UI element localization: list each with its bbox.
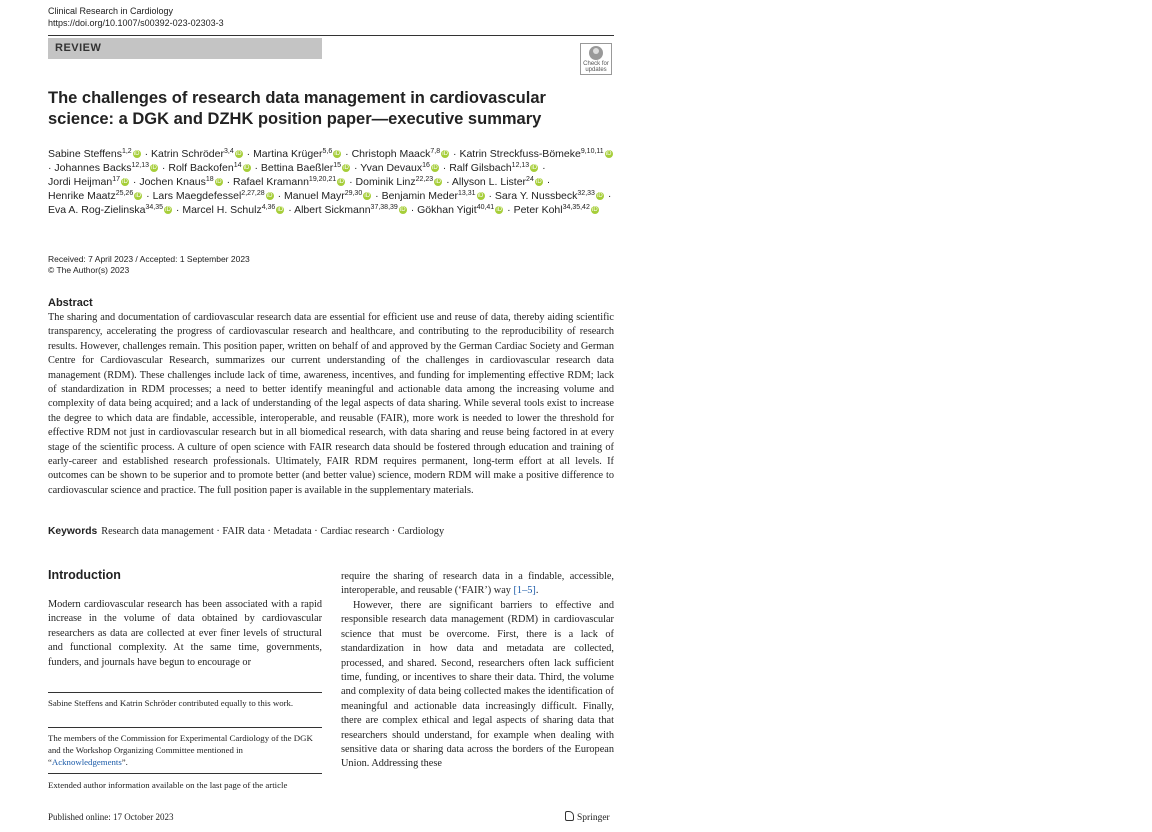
author-affiliation: 34,35 [145,204,163,211]
publisher-logo [565,811,610,823]
author-name: Eva A. Rog‑Zielinska [48,204,146,216]
orcid-icon[interactable]: iD [592,207,598,214]
author-affiliation: 34,35,42 [562,204,590,211]
author-name: Christoph Maack [351,148,431,160]
author[interactable] [182,204,285,216]
author-name: Manuel Mayr [284,190,345,202]
author-name: Sabine Steffens [48,148,122,160]
footnote-members [48,732,322,768]
orcid-icon[interactable]: iD [435,179,441,186]
orcid-icon[interactable]: iD [133,151,140,158]
orcid-icon[interactable]: iD [215,179,222,186]
doi-link[interactable]: https://doi.org/10.1007/s00392-023-02303-3 [48,18,224,28]
author-name: Jordi Heijman [48,176,113,188]
author-affiliation: 17 [112,176,120,183]
author-name: Rafael Kramann [233,176,309,188]
author[interactable] [139,176,223,188]
author-name: Katrin Streckfuss‑Bömeke [459,148,581,160]
published-date: Published online: 17 October 2023 [48,812,174,822]
keywords-text: Research data management · FAIR data · Metadata · Cardiac research · Cardiology [101,526,445,537]
footnote-rule [48,773,322,774]
author[interactable] [48,190,143,202]
author-affiliation: 14 [233,162,242,169]
footnote-rule [48,727,322,728]
author-name: Sara Y. Nussbeck [494,190,578,202]
springer-horse-icon [565,811,574,821]
author-affiliation: 1,2 [121,148,132,155]
author-list: Sabine Steffens$^{1,2}$ iD · Katrin Schröder$^{3,4}$ iD · Martina Krüger$^{5,6}$ iD · Christoph Maack$^{7,8}$ iD · Katrin Streckfuss‑Bömeke$^{9,10,11}$ iD · Johannes Backs$^{12,13}$ iD · Rolf Backofen$^{14}$ iD · Bettina Baeßler$^{15}$ iD · Yvan Devaux$^{16}$ iD · Ralf Gilsbach$^{12,13}$ iD · Jordi Heijman$^{17}$ iD · Jochen Knaus$^{18}$ iD · Rafael Kramann$^{19,20,21}$ iD · Dominik Linz$^{22,23}$ iD · Allyson L. Lister$^{24}$ iD · Henrike Maatz$^{25,26}$ iD · Lars Maegdefessel$^{2,27,28}$ iD · Manuel Mayr$^{29,30}$ iD · Benjamin Meder$^{13,31}$ iD · Sara Y. Nussbeck$^{32,33}$ iD · Eva A. Rog‑Zielinska$^{34,35}$ iD · Marcel H. Schulz$^{4,36}$ iD · Albert Sickmann$^{37,38,39}$ iD · Gökhan Yigit$^{40,41}$ iD · Peter Kohl$^{34,35,42}$ iD [48,147,618,217]
author-name: Gökhan Yigit [417,204,477,216]
orcid-icon[interactable]: iD [122,179,128,186]
orcid-icon[interactable]: iD [338,179,344,186]
author[interactable] [294,204,408,216]
copyright: © The Author(s) 2023 [48,265,130,275]
publisher-name: Springer [577,813,610,823]
author[interactable] [168,162,251,174]
author[interactable] [48,204,173,216]
orcid-icon[interactable]: iD [243,165,250,172]
author-name: Ralf Gilsbach [449,162,512,174]
author-name: Dominik Linz [355,176,416,188]
author-affiliation: 3,4 [223,148,234,155]
author-affiliation: 24 [526,176,534,183]
author-name: Albert Sickmann [294,204,371,216]
author-name: Lars Maegdefessel [152,190,242,202]
paragraph-text: require the sharing of research data in a findable, accessible, interoperable, and reusable (‘FAIR’) way [341,571,614,597]
journal-name: Clinical Research in Cardiology [48,6,174,16]
author-name: Johannes Backs [54,162,132,174]
footnote-extended-info: Extended author information available on the last page of the article [48,780,288,790]
orcid-icon[interactable]: iD [135,193,142,200]
author-affiliation: 32,33 [577,190,595,197]
author[interactable] [360,162,440,174]
article-type-label: REVIEW [55,42,102,54]
check-for-updates-button[interactable] [580,43,612,75]
author-affiliation: 22,23 [415,176,434,183]
orcid-icon[interactable]: iD [432,165,438,172]
author-affiliation: 13,31 [458,190,476,197]
author-name: Jochen Knaus [139,176,206,188]
author[interactable] [459,148,613,160]
orcid-icon[interactable]: iD [605,151,612,158]
author-name: Rolf Backofen [168,162,234,174]
keywords [48,526,614,537]
author[interactable] [153,190,275,202]
author-name: Peter Kohl [513,204,563,216]
received-accepted: Received: 7 April 2023 / Accepted: 1 September 2023 [48,254,250,264]
article-dates [48,254,250,276]
introduction-paragraph-1: Modern cardiovascular research has been associated with a rapid increase in the volume of data obtained by cardiovascular researchers as data are collected at ever finer levels of structural and functional complexity. At the same time, governments, funders, and journals have begun to encourage or [48,599,322,668]
author[interactable] [382,190,486,202]
footnote-equal-contribution: Sabine Steffens and Katrin Schröder contributed equally to this work. [48,698,294,708]
orcid-icon[interactable]: iD [399,207,406,214]
author[interactable] [48,148,142,160]
orcid-icon[interactable]: iD [277,207,284,214]
author-affiliation: 29,30 [344,190,363,197]
introduction-heading: Introduction [48,568,121,582]
author[interactable] [352,148,451,160]
author-affiliation: 4,36 [261,204,276,211]
author-name: Allyson L. Lister [451,176,527,188]
author-name: Yvan Devaux [360,162,423,174]
author-affiliation: 40,41 [476,204,495,211]
check-for-updates-icon [589,46,603,60]
author-affiliation: 5,6 [322,148,333,155]
author-affiliation: 37,38,39 [370,204,398,211]
author[interactable] [284,190,372,202]
orcid-icon[interactable]: iD [477,193,484,200]
abstract-heading: Abstract [48,297,93,309]
author[interactable] [356,176,444,188]
orcid-icon[interactable]: iD [442,151,448,158]
author[interactable] [48,176,130,188]
orcid-icon[interactable]: iD [343,165,349,172]
paragraph-end: . [535,585,539,597]
author-name: Benjamin Meder [381,190,459,202]
article-title: The challenges of research data management in cardiovascular science: a DGK and DZHK position paper—executive summary [48,89,546,128]
author-affiliation: 25,26 [115,190,134,197]
introduction-paragraph-3: However, there are significant barriers to effective and responsible research data management (RDM) in cardiovascular science that must be overcome. First, there is a lack of standardization in how data and metadata are collected, processed, and shared. Second, researchers often lack sufficient time, funding, or incentives to share their data. Third, the volume and complexity of data being collected makes the identification of meaningful and actionable data increasingly difficult. Finally, there are complex ethical and legal aspects of sharing data that researchers should understand, for example when dealing with sensitive data or sharing data across the borders of the European Union. Addressing these [341,600,614,770]
author-affiliation: 15 [333,162,342,169]
orcid-icon[interactable]: iD [496,207,503,214]
author[interactable] [54,162,159,174]
orcid-icon[interactable]: iD [151,165,157,172]
keywords-label: Keywords [48,526,98,537]
author[interactable] [514,204,600,216]
author-affiliation: 9,10,11 [580,148,604,155]
footnote-members-text: The members of the Commission for Experimental Cardiology of the DGK and the Workshop Organizing Committee mentioned in “ [48,733,313,767]
article-type-bar [48,38,322,59]
author[interactable] [233,176,346,188]
introduction-paragraph-2 [341,570,614,599]
acknowledgements-link[interactable]: Acknowledgements [51,757,122,767]
orcid-icon[interactable]: iD [266,193,273,200]
orcid-icon[interactable]: iD [165,207,171,214]
author-affiliation: 2,27,28 [241,190,265,197]
author-affiliation: 19,20,21 [308,176,337,183]
author-affiliation: 12,13 [131,162,150,169]
footnote-members-end: ”. [121,757,128,767]
author-name: Bettina Baeßler [260,162,334,174]
footnote-rule [48,692,322,693]
author-name: Katrin Schröder [151,148,224,160]
author[interactable] [495,190,605,202]
orcid-icon[interactable]: iD [334,151,341,158]
header-rule [48,35,614,36]
orcid-icon[interactable]: iD [531,165,538,172]
author[interactable] [253,148,342,160]
author-affiliation: 7,8 [430,148,441,155]
abstract-text: The sharing and documentation of cardiovascular research data are essential for efficient use and reuse of data, thereby aiding scientific transparency, accelerating the progress of cardiovascular research and healthcare, and contributing to the reproducibility of research results. However, challenges remain. This position paper, written on behalf of and approved by the German Cardiac Society and German Centre for Cardiovascular Research, summarizes our current understanding of the challenges in cardiovascular research data management (RDM). These challenges include lack of time, awareness, incentives, and funding for implementing effective RDM; lack of standardization in RDM processes; a need to better identify meaningful and actionable data among the increasing volume and complexity of data being acquired; and a lack of understanding of the legal aspects of data sharing. While several tools exist to increase the degree to which data are findable, accessible, interoperable, and reusable (FAIR), more work is needed to lower the threshold for effective RDM not just in cardiovascular research but in all biomedical research, with data sharing and reuse being factored in at every stage of the scientific process. A culture of open science with FAIR research data should be fostered through education and training of early-career and established research professionals. Ultimately, FAIR RDM requires permanent, long-term effort at all levels. If outcomes can be shown to be superior and to promote better (and better value) science, modern RDM will make a positive difference to cardiovascular science and practice. The full position paper is available in the supplementary materials. [48,312,614,496]
author[interactable] [452,176,544,188]
author[interactable] [151,148,244,160]
author-name: Martina Krüger [253,148,323,160]
orcid-icon[interactable]: iD [597,193,603,200]
check-for-updates-label: Check for updates [583,61,609,73]
author-name: Henrike Maatz [48,190,116,202]
orcid-icon[interactable]: iD [235,151,242,158]
author[interactable] [417,204,504,216]
author-affiliation: 16 [422,162,430,169]
author[interactable] [261,162,351,174]
author[interactable] [449,162,539,174]
orcid-icon[interactable]: iD [364,193,371,200]
orcid-icon[interactable]: iD [536,179,542,186]
author-affiliation: 12,13 [511,162,530,169]
citation-link[interactable]: [1–5] [513,585,536,597]
author-affiliation: 18 [205,176,214,183]
author-name: Marcel H. Schulz [182,204,262,216]
